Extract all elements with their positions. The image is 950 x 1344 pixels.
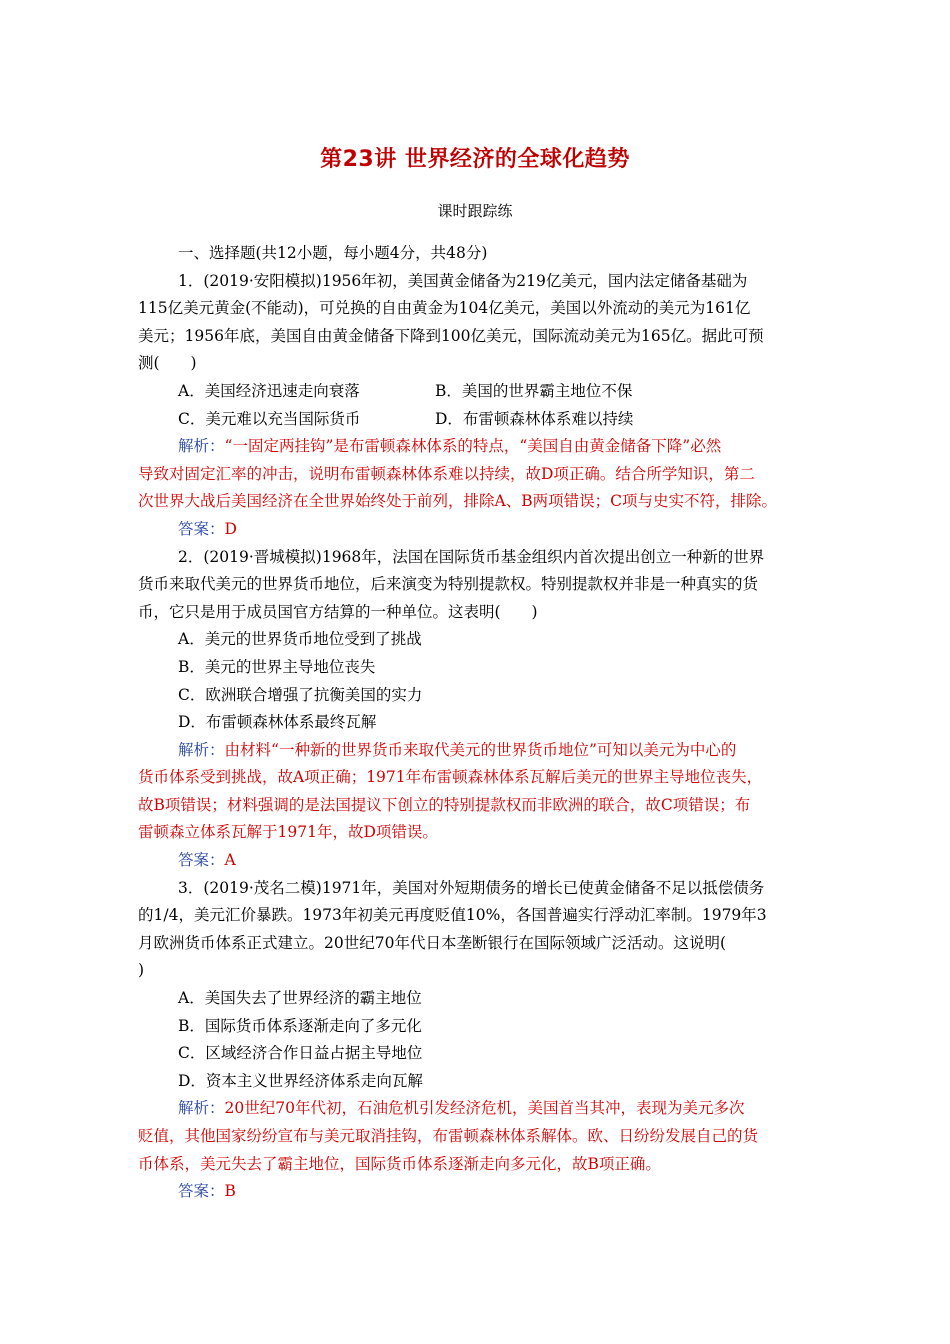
option-b: B．美元的世界主导地位丧失 <box>178 657 376 676</box>
analysis-label: 解析： <box>178 740 225 759</box>
answer-label: 答案： <box>178 1182 225 1201</box>
question-stem-line: 的1/4，美元汇价暴跌。1973年初美元再度贬值10%，各国普遍实行浮动汇率制。1979年3 <box>138 906 767 925</box>
option-d: D．资本主义世界经济体系走向瓦解 <box>178 1071 423 1090</box>
question-stem-line: 115亿美元黄金(不能动)，可兑换的自由黄金为104亿美元，美国以外流动的美元为161亿 <box>138 299 751 318</box>
page-title: 第23讲 世界经济的全球化趋势 <box>320 147 630 172</box>
option-d: D．布雷顿森林体系难以持续 <box>435 409 634 428</box>
analysis-line: 货币体系受到挑战，故A项正确；1971年布雷顿森林体系瓦解后美元的世界主导地位丧失， <box>138 768 763 787</box>
analysis-line: 贬值，其他国家纷纷宣布与美元取消挂钩，布雷顿森林体系解体。欧、日纷纷发展自己的货 <box>138 1127 759 1145</box>
options-row <box>138 406 818 434</box>
section-heading: 一、选择题(共12小题，每小题4分，共48分) <box>178 244 488 262</box>
analysis-text: 20世纪70年代初，石油危机引发经济危机，美国首当其冲，表现为美元多次 <box>224 1099 745 1118</box>
question-stem-line: 3．(2019·茂名二模)1971年，美国对外短期债务的增长已使黄金储备不足以抵偿债务 <box>178 878 765 897</box>
question-stem-line: 测( ) <box>138 354 197 373</box>
question-stem-line: 月欧洲货币体系正式建立。20世纪70年代日本垄断银行在国际领域广泛活动。这说明( <box>138 933 726 952</box>
analysis-line: 次世界大战后美国经济在全世界始终处于前列，排除A、B两项错误；C项与史实不符，排除。 <box>138 492 777 511</box>
analysis-line: 雷顿森立体系瓦解于1971年，故D项错误。 <box>138 823 438 842</box>
analysis-line: 币体系，美元失去了霸主地位，国际货币体系逐渐走向多元化，故B项正确。 <box>138 1154 661 1173</box>
option-c: C．美元难以充当国际货币 <box>178 409 361 428</box>
answer-value: D <box>224 519 237 538</box>
answer-line <box>138 516 818 544</box>
option-a: A．美国失去了世界经济的霸主地位 <box>178 989 422 1008</box>
option-c: C．区域经济合作日益占据主导地位 <box>178 1044 423 1063</box>
analysis-line <box>138 737 818 765</box>
question-3 <box>138 875 818 1206</box>
analysis-line: 故B项错误；材料强调的是法国提议下创立的特别提款权而非欧洲的联合，故C项错误；布 <box>138 795 751 814</box>
options-row <box>138 378 818 406</box>
analysis-label: 解析： <box>178 1099 225 1118</box>
question-stem-line: 美元；1956年底，美国自由黄金储备下降到100亿美元，国际流动美元为165亿。据此可预 <box>138 326 764 345</box>
document-body <box>138 240 818 1206</box>
option-c: C．欧洲联合增强了抗衡美国的实力 <box>178 685 423 704</box>
analysis-line <box>138 433 818 461</box>
answer-line <box>138 847 818 875</box>
option-b: B．美国的世界霸主地位不保 <box>435 381 633 400</box>
answer-value: B <box>224 1182 236 1201</box>
question-stem-line: 币，它只是用于成员国官方结算的一种单位。这表明( ) <box>138 602 538 621</box>
question-stem-line: 2．(2019·晋城模拟)1968年，法国在国际货币基金组织内首次提出创立一种新的世界 <box>178 547 765 566</box>
option-d: D．布雷顿森林体系最终瓦解 <box>178 713 377 732</box>
question-1 <box>138 268 818 544</box>
option-a: A．美国经济迅速走向衰落 <box>178 381 360 400</box>
analysis-text: “一固定两挂钩”是布雷顿森林体系的特点，“美国自由黄金储备下降”必然 <box>224 437 722 456</box>
question-stem-line: ) <box>138 961 145 980</box>
page-subtitle: 课时跟踪练 <box>437 202 513 220</box>
answer-value: A <box>224 851 236 870</box>
answer-label: 答案： <box>178 851 225 870</box>
answer-line <box>138 1178 818 1206</box>
question-stem-line: 货币来取代美元的世界货币地位，后来演变为特别提款权。特别提款权并非是一种真实的货 <box>138 575 759 594</box>
analysis-line <box>138 1095 818 1123</box>
analysis-line: 导致对固定汇率的冲击，说明布雷顿森林体系难以持续，故D项正确。结合所学知识，第二 <box>138 464 755 483</box>
option-a: A．美元的世界货币地位受到了挑战 <box>178 630 422 649</box>
answer-label: 答案： <box>178 519 225 538</box>
analysis-label: 解析： <box>178 437 225 456</box>
option-b: B．国际货币体系逐渐走向了多元化 <box>178 1016 422 1035</box>
analysis-text: 由材料“一种新的世界货币来取代美元的世界货币地位”可知以美元为中心的 <box>224 740 737 759</box>
question-2 <box>138 544 818 875</box>
question-stem-line: 1．(2019·安阳模拟)1956年初，美国黄金储备为219亿美元，国内法定储备基础为 <box>178 271 748 290</box>
